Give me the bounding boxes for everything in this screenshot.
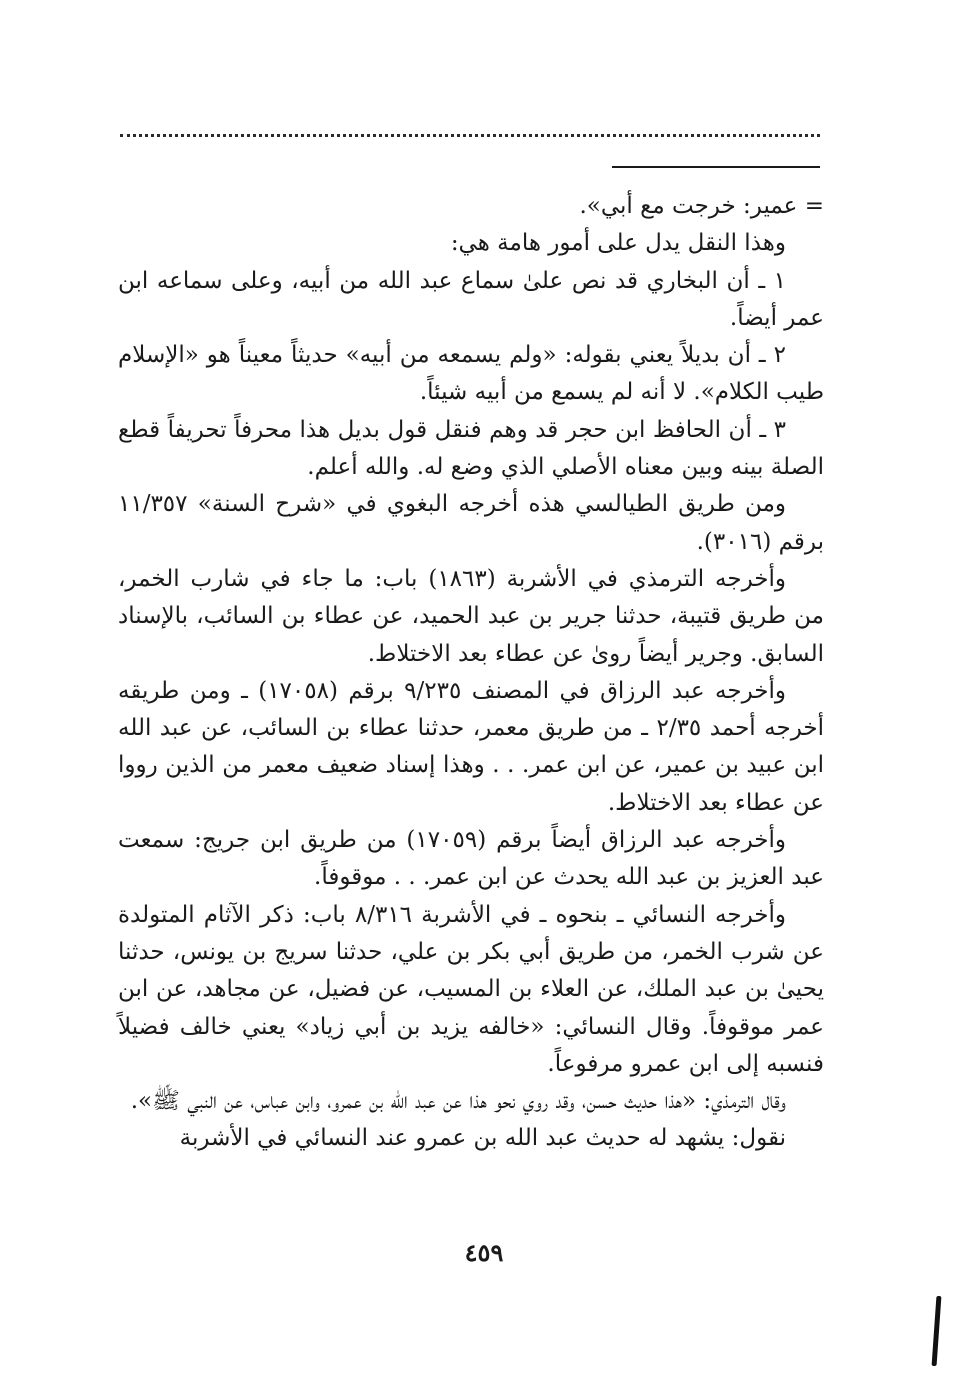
dotted-separator [120, 134, 820, 137]
paragraph: وأخرجه عبد الرزاق في المصنف ٩/٢٣٥ برقم (١٧٠٥٨) ـ ومن طريقه أخرجه أحمد ٢/٣٥ ـ من طريق معمر، حدثنا عطاء بن السائب، عن عبد الله ابن عبيد بن عمير، عن ابن عمر. . . وهذا إسناد ضعيف معمر من الذين رووا عن عطاء بعد الاختلاط. [118, 677, 824, 816]
paragraph: ٢ ـ أن بديلاً يعني بقوله: «ولم يسمعه من أبيه» حديثاً معيناً هو «الإسلام طيب الكلام». لا أنه لم يسمع من أبيه شيئاً. [118, 342, 824, 406]
paragraph: وأخرجه عبد الرزاق أيضاً برقم (١٧٠٥٩) من طريق ابن جريج: سمعت عبد العزيز بن عبد الله يحدث عن ابن عمر. . . موقوفاً. [118, 827, 824, 891]
paragraph: نقول: يشهد له حديث عبد الله بن عمرو عند النسائي في الأشربة [179, 1125, 786, 1152]
paragraph: ١ ـ أن البخاري قد نص علىٰ سماع عبد الله من أبيه، وعلى سماعه ابن عمر أيضاً. [118, 267, 824, 331]
paragraph: وأخرجه الترمذي في الأشربة (١٨٦٣) باب: ما جاء في شارب الخمر، من طريق قتيبة، حدثنا جرير بن عبد الحميد، عن عطاء بن السائب، بالإسناد السابق. وجرير أيضاً روىٰ عن عطاء بعد الاختلاط. [118, 565, 824, 667]
page-number: ٤٥٩ [464, 1238, 504, 1267]
footnote-rule [612, 166, 820, 168]
paragraph: ٣ ـ أن الحافظ ابن حجر قد وهم فنقل قول بديل هذا محرفاً تحريفاً قطع الصلة بينه وبين معناه الأصلي الذي وضع له. والله أعلم. [118, 416, 824, 481]
paragraph: وقال الترمذي: «هذا حديث حسن، وقد روي نحو هذا عن عبد الله بن عمرو، وابن عباس، عن النبي ﷺ». [130, 1088, 786, 1115]
paragraph: وأخرجه النسائي ـ بنحوه ـ في الأشربة ٨/٣١٦ باب: ذكر الآثام المتولدة عن شرب الخمر، من طريق أبي بكر بن علي، حدثنا سريج بن يونس، حدثنا يحيىٰ بن عبد الملك، عن العلاء بن المسيب، عن فضيل، عن مجاهد، عن ابن عمر موقوفاً. وقال النسائي: «خالفه يزيد بن أبي زياد» يعني خالف فضيلاً فنسبه إلى ابن عمرو مرفوعاً. [118, 901, 824, 1077]
footnote-text [118, 188, 824, 1158]
paragraph: ومن طريق الطيالسي هذه أخرجه البغوي في «شرح السنة» ١١/٣٥٧ برقم (٣٠١٦). [118, 491, 824, 555]
paragraph: = عمير: خرجت مع أبي». [579, 193, 824, 219]
paragraph: وهذا النقل يدل على أمور هامة هي: [450, 230, 786, 257]
scan-edge-mark [932, 1296, 942, 1366]
